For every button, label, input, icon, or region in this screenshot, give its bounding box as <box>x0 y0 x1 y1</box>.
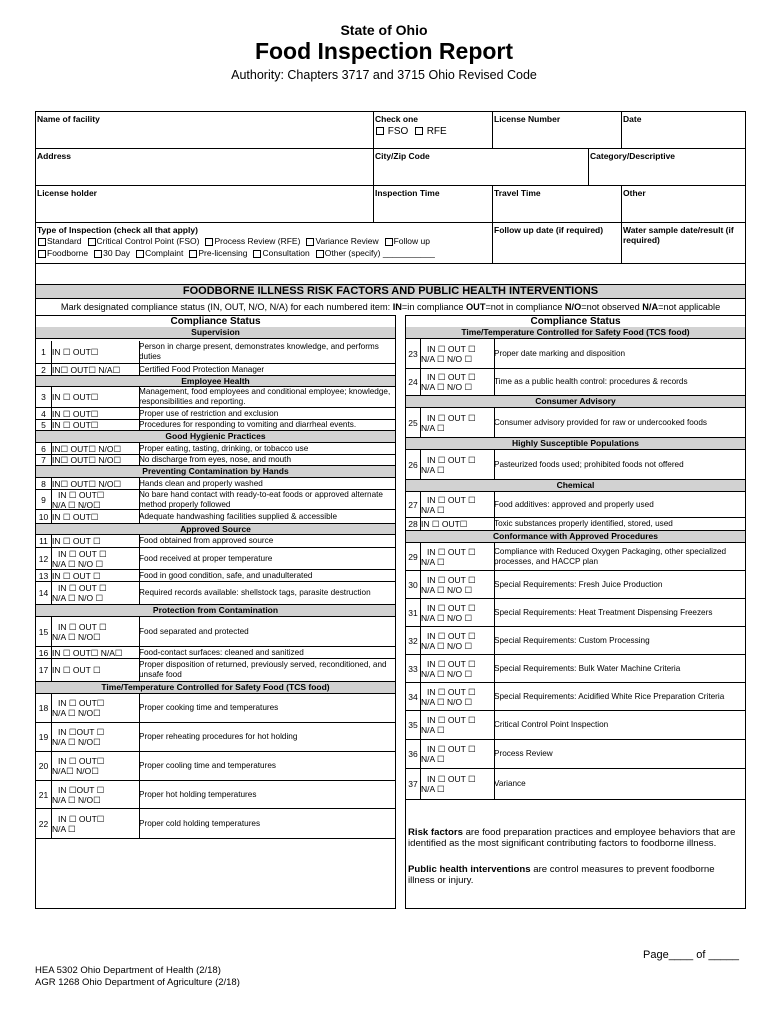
compliance-status-cell[interactable] <box>51 387 140 407</box>
license-holder-field[interactable]: License holder <box>36 186 374 223</box>
compliance-status-cell[interactable] <box>420 711 495 739</box>
item-description: Food separated and protected <box>139 626 249 636</box>
status-options[interactable]: N/A ☐ <box>421 784 445 794</box>
types_line2-label-1: 30 Day <box>103 248 131 258</box>
fso-checkbox[interactable] <box>376 127 384 135</box>
compliance-status-cell[interactable] <box>51 582 140 604</box>
status-options[interactable]: IN☐ OUT☐ N/O☐ <box>52 478 122 489</box>
compliance-status-cell[interactable] <box>51 510 140 523</box>
compliance-item-row <box>36 341 395 364</box>
form-authority: Authority: Chapters 3717 and 3715 Ohio Revised Code <box>231 68 537 82</box>
types_line2-label-3: Pre-licensing <box>198 248 248 258</box>
status-options[interactable]: N/A ☐ <box>421 504 445 515</box>
status-options[interactable]: N/A ☐ N/O☐ <box>52 631 101 642</box>
left-section-header: Supervision <box>36 327 395 339</box>
compliance-status-cell[interactable] <box>51 443 140 454</box>
compliance-item-row <box>406 740 745 769</box>
status-options[interactable]: IN ☐ OUT ☐ <box>427 658 476 669</box>
item-description: Special Requirements: Fresh Juice Production <box>494 579 663 589</box>
status-options[interactable]: N/A ☐ N/O ☐ <box>421 353 473 364</box>
item-number: 33 <box>406 655 421 682</box>
item-description: No bare hand contact with ready-to-eat foods or approved alternate method properly followed <box>139 489 383 509</box>
compliance-item-row <box>36 443 395 455</box>
item-number: 15 <box>36 617 52 646</box>
status-options[interactable]: IN ☐ OUT ☐ <box>427 372 476 382</box>
right-section-header: Consumer Advisory <box>406 396 745 408</box>
item-description: Person in charge present, demonstrates knowledge, and performs duties <box>139 342 379 361</box>
types_line1-checkbox-3[interactable] <box>306 238 314 246</box>
compliance-status-cell[interactable] <box>51 408 140 419</box>
footer-line-1: HEA 5302 Ohio Department of Health (2/18) <box>35 965 221 976</box>
compliance-status-cell[interactable] <box>420 571 495 598</box>
status-options[interactable]: IN ☐ OUT ☐ <box>427 546 476 557</box>
item-description: Process Review <box>494 749 553 758</box>
compliance-status-cell[interactable] <box>420 543 495 570</box>
status-options[interactable]: IN ☐OUT ☐ <box>58 727 105 737</box>
compliance-status-header: Compliance Status <box>36 316 395 329</box>
types_line1-label-2: Process Review (RFE) <box>214 236 301 246</box>
risk-factors-note: Risk factors are food preparation practices and employee behaviors that are identified as the most significant contributing factors to foodborne illness. <box>408 827 736 849</box>
item-description: Food additives: approved and properly used <box>494 499 654 509</box>
status-options[interactable]: IN ☐ OUT ☐ <box>427 686 476 697</box>
status-options[interactable]: IN ☐ OUT ☐ <box>427 602 476 613</box>
compliance-status-cell[interactable] <box>420 450 495 479</box>
left-section-header: Approved Source <box>36 524 395 535</box>
type-of-inspection-field: Type of Inspection (check all that apply) Standard Critical Control Point (FSO) Process Review (RFE) Variance Review Follow up Foodborne 30 Day Complaint Pre-licensing Consultation Other (specify) ___________ <box>36 223 493 263</box>
item-number: 2 <box>36 364 52 375</box>
item-number: 18 <box>36 694 52 722</box>
compliance-status-cell[interactable] <box>420 369 495 395</box>
status-options[interactable]: IN ☐ OUT☐ <box>52 347 99 357</box>
compliance-item-row <box>36 659 395 682</box>
compliance-item-row <box>406 571 745 599</box>
item-number: 25 <box>406 408 421 437</box>
status-options[interactable]: N/A ☐ N/O ☐ <box>421 382 473 392</box>
compliance-item-row <box>36 478 395 490</box>
item-number: 17 <box>36 659 52 681</box>
item-description: Certified Food Protection Manager <box>139 364 265 374</box>
compliance-status-cell[interactable] <box>51 490 140 509</box>
status-options[interactable]: N/A ☐ <box>421 422 445 433</box>
types_line2-label-4: Consultation <box>262 248 310 258</box>
compliance-item-row <box>406 655 745 683</box>
status-options[interactable]: N/A ☐ <box>421 464 445 475</box>
left-section-header: Protection from Contamination <box>36 605 395 617</box>
item-number: 4 <box>36 408 52 419</box>
item-description: Proper eating, tasting, drinking, or tobacco use <box>139 443 309 453</box>
types_line2-checkbox-4[interactable] <box>253 250 261 258</box>
date-field[interactable]: Date <box>622 112 745 149</box>
types_line1-checkbox-2[interactable] <box>205 238 213 246</box>
travel-time-field[interactable]: Travel Time <box>493 186 622 223</box>
inspection-time-field[interactable]: Inspection Time <box>374 186 493 223</box>
item-description: Special Requirements: Heat Treatment Dispensing Freezers <box>494 607 713 617</box>
compliance-status-cell[interactable] <box>51 617 140 646</box>
status-options[interactable]: IN ☐ OUT☐ <box>52 420 99 430</box>
address-field[interactable]: Address <box>36 149 374 186</box>
item-description: Special Requirements: Custom Processing <box>494 635 650 645</box>
types_line1-label-0: Standard <box>47 236 82 246</box>
status-options[interactable]: N/A ☐ <box>421 754 445 764</box>
compliance-item-row <box>36 420 395 431</box>
types_line2-checkbox-1[interactable] <box>94 250 102 258</box>
compliance-item-row <box>36 408 395 420</box>
status-options[interactable]: IN ☐OUT ☐ <box>58 784 105 795</box>
right-section-header: Time/Temperature Controlled for Safety Food (TCS food) <box>406 327 745 339</box>
status-options[interactable]: IN ☐ OUT☐ <box>52 392 99 402</box>
compliance-item-row <box>406 369 745 396</box>
item-number: 5 <box>36 420 52 430</box>
status-options[interactable]: IN ☐ OUT ☐ <box>427 774 476 784</box>
status-options[interactable]: IN ☐ OUT ☐ <box>427 715 476 725</box>
compliance-status-cell[interactable] <box>420 339 495 368</box>
compliance-status-cell[interactable] <box>420 627 495 654</box>
left-compliance-column <box>35 315 396 909</box>
item-number: 37 <box>406 769 421 799</box>
header-grid <box>35 111 746 264</box>
compliance-status-cell[interactable] <box>420 769 495 799</box>
item-description: Proper use of restriction and exclusion <box>139 408 279 418</box>
status-options[interactable]: IN ☐ OUT ☐ <box>427 412 476 423</box>
compliance-status-cell[interactable] <box>420 492 495 517</box>
item-number: 36 <box>406 740 421 768</box>
item-number: 12 <box>36 548 52 569</box>
item-description: Consumer advisory provided for raw or undercooked foods <box>494 417 707 427</box>
item-number: 11 <box>36 535 52 547</box>
status-options[interactable]: IN ☐ OUT☐ N/A☐ <box>52 647 123 658</box>
item-description: Management, food employees and conditional employee; knowledge, responsibilities and reporting. <box>139 387 391 406</box>
item-description: Procedures for responding to vomiting and diarrheal events. <box>139 420 357 429</box>
facility-name-field[interactable]: Name of facility <box>36 112 374 149</box>
item-description: Proper reheating procedures for hot holding <box>139 732 298 741</box>
status-options[interactable]: IN ☐ OUT ☐ <box>52 665 101 675</box>
item-number: 28 <box>406 518 421 530</box>
item-description: Food obtained from approved source <box>139 536 274 545</box>
item-number: 14 <box>36 582 52 604</box>
item-description: Pasteurized foods used; prohibited foods not offered <box>494 459 684 469</box>
status-options[interactable]: N/A ☐ <box>421 725 445 735</box>
compliance-status-cell[interactable] <box>51 548 140 569</box>
compliance-status-cell[interactable] <box>51 570 140 581</box>
compliance-item-row <box>36 752 395 781</box>
compliance-status-cell[interactable] <box>51 752 140 780</box>
item-description: Proper hot holding temperatures <box>139 789 257 799</box>
item-description: Proper disposition of returned, previously served, reconditioned, and unsafe food <box>139 660 387 679</box>
license-number-field[interactable]: License Number <box>493 112 622 149</box>
item-number: 29 <box>406 543 421 570</box>
item-number: 16 <box>36 647 52 658</box>
status-options[interactable]: IN☐ OUT☐ N/A☐ <box>52 364 121 375</box>
status-options[interactable]: IN ☐ OUT☐ <box>421 519 468 529</box>
footer-line-2: AGR 1268 Ohio Department of Agriculture (2/18) <box>35 977 240 988</box>
compliance-item-row <box>36 490 395 510</box>
compliance-item-row <box>406 408 745 438</box>
types_line1-checkbox-0[interactable] <box>38 238 46 246</box>
compliance-item-row <box>36 809 395 839</box>
status-options[interactable]: IN ☐ OUT☐ <box>52 408 99 419</box>
item-description: Proper cooking time and temperatures <box>139 703 279 712</box>
compliance-status-cell[interactable] <box>420 655 495 682</box>
item-description: Hands clean and properly washed <box>139 478 263 488</box>
status-options[interactable]: IN ☐ OUT☐ <box>52 511 99 522</box>
status-options[interactable]: N/A ☐ N/O ☐ <box>421 584 473 595</box>
left-section-header: Time/Temperature Controlled for Safety Food (TCS food) <box>36 682 395 694</box>
form-main-title: Food Inspection Report <box>254 38 514 64</box>
status-options[interactable]: IN ☐ OUT ☐ <box>427 343 476 354</box>
compliance-item-row <box>36 570 395 582</box>
types_line1-label-3: Variance Review <box>315 236 379 246</box>
compliance-item-row <box>36 647 395 659</box>
types_line2-checkbox-0[interactable] <box>38 250 46 258</box>
left-section-header: Preventing Contamination by Hands <box>36 466 395 478</box>
status-options[interactable]: IN ☐ OUT ☐ <box>427 630 476 641</box>
item-number: 20 <box>36 752 52 780</box>
compliance-status-cell[interactable] <box>51 455 140 465</box>
status-options[interactable]: IN☐ OUT☐ N/O☐ <box>52 455 122 465</box>
status-options[interactable]: N/A ☐ N/O☐ <box>52 499 101 510</box>
compliance-status-cell[interactable] <box>51 478 140 489</box>
types_line2-label-0: Foodborne <box>47 248 89 258</box>
right-section-header: Chemical <box>406 480 745 492</box>
item-number: 26 <box>406 450 421 479</box>
item-description: Special Requirements: Acidified White Rice Preparation Criteria <box>494 691 725 701</box>
status-options[interactable]: IN☐ OUT☐ N/O☐ <box>52 443 122 454</box>
item-description: Food received at proper temperature <box>139 553 273 563</box>
types_line1-checkbox-4[interactable] <box>385 238 393 246</box>
item-description: Toxic substances properly identified, stored, used <box>494 519 673 528</box>
compliance-status-cell[interactable] <box>51 694 140 722</box>
compliance-item-row <box>406 492 745 518</box>
status-options[interactable]: N/A ☐ N/O ☐ <box>421 668 473 679</box>
status-options[interactable]: N/A ☐ <box>52 823 76 834</box>
item-number: 7 <box>36 455 52 465</box>
compliance-item-row <box>36 723 395 752</box>
item-number: 21 <box>36 781 52 808</box>
item-description: Proper cold holding temperatures <box>139 818 261 828</box>
status-options[interactable]: IN ☐ OUT ☐ <box>52 570 101 581</box>
compliance-item-row <box>36 582 395 605</box>
compliance-item-row <box>406 627 745 655</box>
item-number: 31 <box>406 599 421 626</box>
types_line2-checkbox-3[interactable] <box>189 250 197 258</box>
status-options[interactable]: N/A ☐ N/O ☐ <box>421 696 473 707</box>
right-section-header: Conformance with Approved Procedures <box>406 531 745 543</box>
item-number: 9 <box>36 490 52 509</box>
compliance-item-row <box>36 455 395 466</box>
status-options[interactable]: IN ☐ OUT☐ <box>58 489 105 500</box>
compliance-item-row <box>406 518 745 531</box>
compliance-item-row <box>36 617 395 647</box>
compliance-instructions: Mark designated compliance status (IN, OUT, N/O, N/A) for each numbered item: IN=in compliance OUT=not in compliance N/O=not observed N/A=not applicable <box>35 299 746 315</box>
follow-up-date-field[interactable]: Follow up date (if required) <box>493 223 622 263</box>
compliance-status-cell[interactable] <box>51 809 140 838</box>
compliance-status-cell[interactable] <box>51 659 140 681</box>
types_line1-label-1: Critical Control Point (FSO) <box>96 236 200 246</box>
item-description: Required records available: shellstock tags, parasite destruction <box>139 588 371 597</box>
compliance-status-cell[interactable] <box>51 420 140 430</box>
form-state-title: State of Ohio <box>340 22 428 38</box>
item-number: 24 <box>406 369 421 395</box>
item-number: 6 <box>36 443 52 454</box>
status-options[interactable]: IN ☐ OUT ☐ <box>58 621 107 632</box>
compliance-item-row <box>406 683 745 711</box>
item-description: Food in good condition, safe, and unadulterated <box>139 570 313 580</box>
status-options[interactable]: IN ☐ OUT☐ <box>58 813 105 824</box>
inspection-types-line-1 <box>37 236 435 246</box>
compliance-status-cell[interactable] <box>51 781 140 808</box>
left-section-header: Employee Health <box>36 376 395 387</box>
item-number: 34 <box>406 683 421 710</box>
item-description: Special Requirements: Bulk Water Machine Criteria <box>494 663 681 673</box>
item-description: Adequate handwashing facilities supplied & accessible <box>139 511 337 521</box>
right-compliance-column <box>405 315 746 909</box>
item-description: Time as a public health control: procedures & records <box>494 377 688 386</box>
compliance-status-cell[interactable] <box>420 599 495 626</box>
item-number: 35 <box>406 711 421 739</box>
status-options[interactable]: IN ☐ OUT☐ <box>58 698 105 708</box>
compliance-status-cell[interactable] <box>51 535 140 547</box>
status-options[interactable]: IN ☐ OUT☐ <box>58 756 105 766</box>
compliance-status-cell[interactable] <box>420 408 495 437</box>
status-options[interactable]: IN ☐ OUT ☐ <box>427 454 476 465</box>
inspection-types-line-2 <box>37 248 440 258</box>
compliance-status-cell[interactable] <box>51 341 140 363</box>
compliance-status-cell[interactable] <box>420 740 495 768</box>
check-one-field: Check one FSO RFE <box>374 112 493 149</box>
item-number: 27 <box>406 492 421 517</box>
item-description: Proper cooling time and temperatures <box>139 761 276 770</box>
compliance-item-row <box>406 450 745 480</box>
compliance-item-row <box>36 694 395 723</box>
status-options[interactable]: N/A ☐ N/O☐ <box>52 737 101 747</box>
types_line1-label-4: Follow up <box>393 236 430 246</box>
compliance-item-row <box>406 339 745 369</box>
item-description: Compliance with Reduced Oxygen Packaging, other specialized processes, and HACCP plan <box>494 546 727 566</box>
types_line2-label-2: Complaint <box>145 248 184 258</box>
status-options[interactable]: IN ☐ OUT ☐ <box>427 574 476 585</box>
compliance-item-row <box>36 387 395 408</box>
item-number: 32 <box>406 627 421 654</box>
compliance-status-cell[interactable] <box>420 518 495 530</box>
status-options[interactable]: IN ☐ OUT ☐ <box>52 536 101 546</box>
item-number: 1 <box>36 341 52 363</box>
item-description: Proper date marking and disposition <box>494 348 626 358</box>
compliance-status-cell[interactable] <box>51 647 140 658</box>
public-health-note: Public health interventions are control measures to prevent foodborne illness or injury. <box>408 864 715 886</box>
item-description: Food-contact surfaces: cleaned and sanitized <box>139 647 304 657</box>
types_line1-checkbox-1[interactable] <box>88 238 96 246</box>
item-number: 23 <box>406 339 421 368</box>
item-number: 13 <box>36 570 52 581</box>
item-number: 30 <box>406 571 421 598</box>
rfe-checkbox[interactable] <box>415 127 423 135</box>
status-options[interactable]: N/A ☐ N/O☐ <box>52 794 101 805</box>
status-options[interactable]: N/A ☐ N/O ☐ <box>421 612 473 623</box>
item-description: Variance <box>494 779 526 788</box>
item-description: No discharge from eyes, nose, and mouth <box>139 455 292 464</box>
status-options[interactable]: N/A ☐ N/O ☐ <box>421 640 473 651</box>
right-section-header: Highly Susceptible Populations <box>406 438 745 450</box>
city-zip-field[interactable]: City/Zip Code <box>374 149 589 186</box>
compliance-item-row <box>36 548 395 570</box>
item-number: 10 <box>36 510 52 523</box>
status-options[interactable]: N/A ☐ <box>421 556 445 567</box>
compliance-status-cell[interactable] <box>51 723 140 751</box>
water-sample-field[interactable]: Water sample date/result (if required) <box>623 225 734 245</box>
compliance-item-row <box>406 599 745 627</box>
status-options[interactable]: IN ☐ OUT ☐ <box>427 744 476 754</box>
status-options[interactable]: N/A ☐ N/O ☐ <box>52 558 104 569</box>
page-number: Page____ of _____ <box>643 949 740 961</box>
status-options[interactable]: IN ☐ OUT ☐ <box>427 494 476 505</box>
item-number: 3 <box>36 387 52 407</box>
item-number: 8 <box>36 478 52 489</box>
compliance-item-row <box>36 781 395 809</box>
category-field[interactable]: Category/Descriptive <box>589 149 745 186</box>
compliance-item-row <box>36 535 395 548</box>
compliance-item-row <box>36 510 395 524</box>
compliance-item-row <box>406 711 745 740</box>
types_line2-checkbox-2[interactable] <box>136 250 144 258</box>
compliance-item-row <box>36 364 395 376</box>
types_line2-label-5: Other (specify) ___________ <box>324 248 435 258</box>
section-banner: FOODBORNE ILLNESS RISK FACTORS AND PUBLIC HEALTH INTERVENTIONS <box>35 284 746 299</box>
status-options[interactable]: N/A ☐ N/O ☐ <box>52 593 104 603</box>
status-options[interactable]: IN ☐ OUT ☐ <box>58 548 107 559</box>
item-number: 22 <box>36 809 52 838</box>
compliance-status-header: Compliance Status <box>406 316 745 329</box>
status-options[interactable]: N/A☐ N/O☐ <box>52 766 99 776</box>
other-field[interactable]: Other <box>622 186 745 223</box>
status-options[interactable]: IN ☐ OUT ☐ <box>58 583 107 593</box>
item-number: 19 <box>36 723 52 751</box>
left-section-header: Good Hygienic Practices <box>36 431 395 443</box>
item-description: Critical Control Point Inspection <box>494 720 609 729</box>
types_line2-checkbox-5[interactable] <box>316 250 324 258</box>
status-options[interactable]: N/A ☐ N/O☐ <box>52 708 101 718</box>
compliance-status-cell[interactable] <box>51 364 140 375</box>
compliance-status-cell[interactable] <box>420 683 495 710</box>
compliance-item-row <box>406 543 745 571</box>
spacer-row <box>35 264 746 284</box>
compliance-item-row <box>406 769 745 800</box>
